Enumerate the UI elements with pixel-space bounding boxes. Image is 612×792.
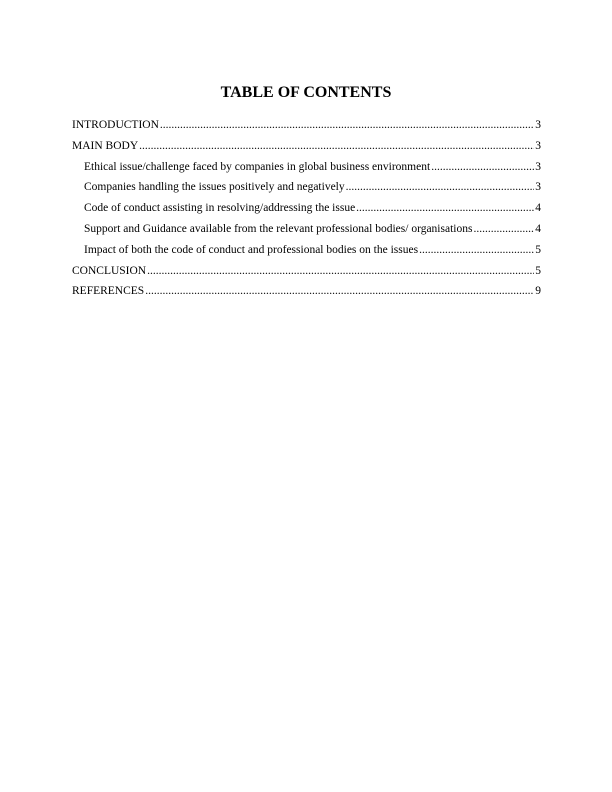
toc-entry-companies-handling[interactable] — [72, 177, 541, 198]
toc-entry-main-body[interactable] — [72, 136, 541, 157]
dot-leader — [356, 198, 534, 219]
dot-leader — [419, 240, 534, 261]
toc-entry-introduction[interactable] — [72, 115, 541, 136]
dot-leader — [139, 136, 534, 157]
dot-leader — [147, 261, 534, 282]
toc-entry-support-guidance[interactable] — [72, 219, 541, 240]
toc-title: TABLE OF CONTENTS — [220, 84, 392, 101]
toc-entry-label: Support and Guidance available from the relevant professional bodies/ organisations — [84, 222, 473, 235]
toc-entry-label: INTRODUCTION — [72, 119, 159, 131]
toc-entry-page: 5 — [535, 264, 541, 277]
toc-entry-page: 5 — [535, 243, 541, 256]
dot-leader — [346, 177, 535, 198]
toc-entry-page: 3 — [535, 181, 541, 194]
dot-leader — [160, 115, 534, 136]
toc-entry-page: 4 — [535, 222, 541, 235]
toc-entry-ethical-issue[interactable] — [72, 157, 541, 178]
dot-leader — [431, 157, 534, 178]
toc-entry-page: 9 — [535, 285, 541, 298]
toc-entry-page: 3 — [535, 160, 541, 173]
toc-entry-label: Ethical issue/challenge faced by companies in global business environment — [84, 160, 431, 173]
toc-entry-code-of-conduct[interactable] — [72, 198, 541, 219]
dot-leader — [473, 219, 534, 240]
toc-entry-conclusion[interactable] — [72, 261, 541, 282]
toc-entry-page: 3 — [535, 119, 541, 131]
toc-list — [72, 115, 541, 302]
toc-entry-label: CONCLUSION — [72, 264, 147, 277]
dot-leader — [145, 281, 534, 302]
toc-entry-label: Impact of both the code of conduct and professional bodies on the issues — [84, 243, 419, 256]
toc-entry-references[interactable] — [72, 281, 541, 302]
toc-entry-page: 3 — [535, 139, 541, 152]
toc-entry-label: Companies handling the issues positively and negatively — [84, 181, 345, 194]
toc-entry-page: 4 — [535, 202, 541, 215]
toc-entry-label: MAIN BODY — [72, 139, 139, 152]
toc-entry-label: Code of conduct assisting in resolving/addressing the issue — [84, 202, 356, 215]
toc-entry-impact[interactable] — [72, 240, 541, 261]
toc-entry-label: REFERENCES — [72, 285, 145, 298]
